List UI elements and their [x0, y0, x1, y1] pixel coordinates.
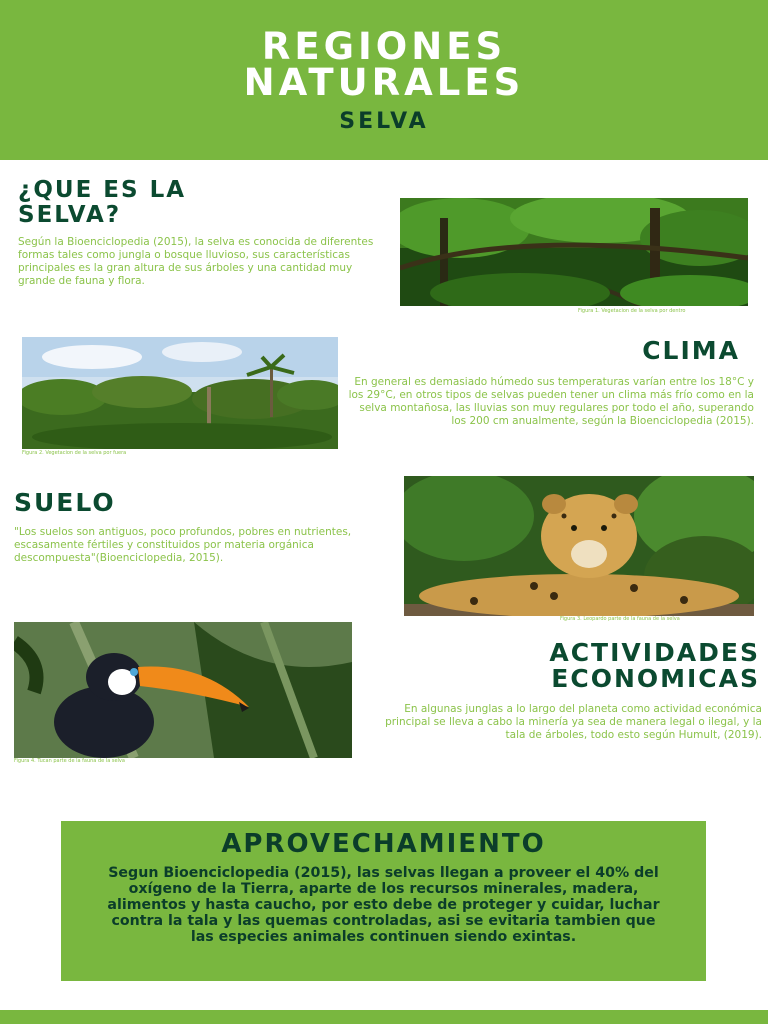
header-banner: [0, 0, 768, 160]
page-subtitle: SELVA: [339, 109, 429, 134]
figure2-caption: Figura 2. Vegetacion de la selva por fuera: [22, 450, 127, 456]
jungle-exterior-photo: [22, 337, 338, 449]
figure1-caption: Figura 1. Vegetacion de la selva por dentro: [578, 308, 686, 314]
page-title-line2: NATURALES: [243, 61, 525, 104]
figure3-caption: Figura 3. Leopardo parte de la fauna de la selva: [560, 616, 680, 622]
clima-heading: CLIMA: [642, 336, 740, 365]
aprovechamiento-text: Segun Bioenciclopedia (2015), las selvas llegan a proveer el 40% del oxígeno de la Tierra, aparte de los recursos minerales, madera, alimentos y hasta caucho, por esto debe de proteger y cuidar, luchar contra la tala y las quemas controladas, asi se evitaria tambien que las especies animales continuen siendo exintas.: [107, 865, 660, 945]
footer-bar: [0, 1010, 768, 1024]
figure4-caption: Figura 4. Tucan parte de la fauna de la selva: [14, 758, 125, 764]
que-es-heading: [18, 178, 186, 228]
que-es-text: Según la Bioenciclopedia (2015), la selva es conocida de diferentes formas tales como jungla o bosque lluvioso, sus características principales es la gran altura de sus árboles y una cantidad muy grande de fauna y flora.: [18, 236, 374, 287]
jaguar-photo: [404, 476, 754, 616]
que-es-heading-line1: ¿QUE ES LA: [18, 177, 187, 203]
aprovechamiento-heading: APROVECHAMIENTO: [221, 829, 546, 859]
actividades-text: En algunas junglas a lo largo del planeta como actividad económica principal se lleva a cabo la minería ya sea de manera legal o ilegal, y la tala de árboles, todo esto según Humult, (2019).: [385, 703, 762, 741]
clima-text: En general es demasiado húmedo sus temperaturas varían entre los 18°C y los 29°C, en otros tipos de selvas pueden tener un clima más frío como en la selva montañosa, las lluvias son muy regulares por todo el año, superando los 200 cm anualmente, según la Bioenciclopedia (2015).: [348, 376, 754, 427]
toucan-photo: [14, 622, 352, 758]
actividades-heading-line1: ACTIVIDADES: [549, 638, 760, 667]
jungle-interior-photo: [400, 198, 748, 306]
actividades-heading-line2: ECONOMICAS: [551, 664, 760, 693]
actividades-heading: [400, 640, 760, 692]
aprovechamiento-box: [61, 821, 706, 981]
page-title-line1: REGIONES: [261, 25, 507, 68]
suelo-text: "Los suelos son antiguos, poco profundos, pobres en nutrientes, escasamente fértiles y constituidos por materia orgánica descompuesta"(Bioenciclopedia, 2015).: [14, 526, 352, 564]
que-es-heading-line2: SELVA?: [18, 202, 122, 228]
suelo-heading: SUELO: [14, 488, 116, 517]
